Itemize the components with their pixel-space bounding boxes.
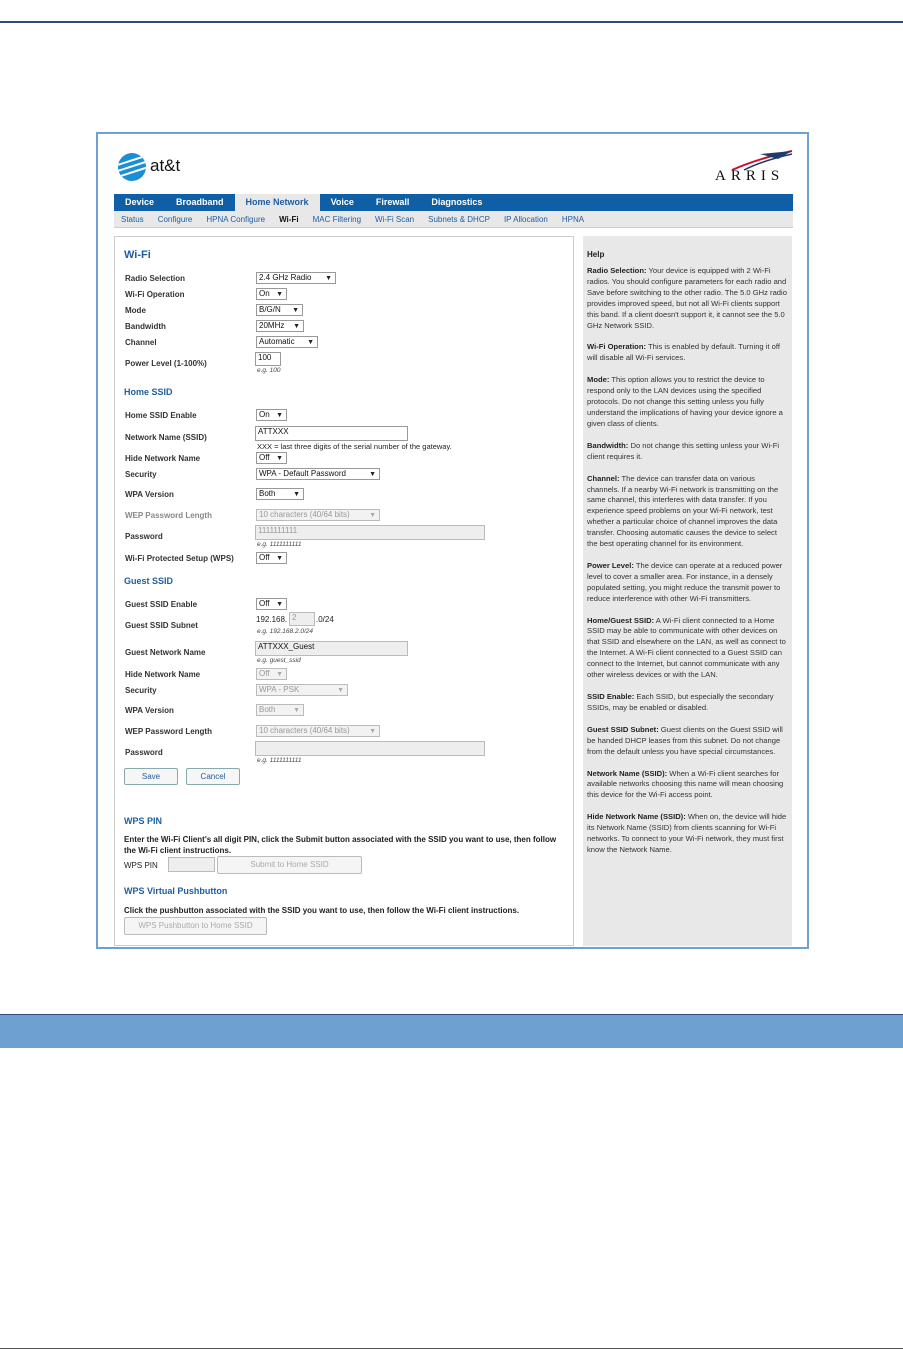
guest-network-name-label: Guest Network Name <box>125 648 206 657</box>
wps-pin-title: WPS PIN <box>124 816 163 826</box>
channel-label: Channel <box>125 338 157 347</box>
help-wifi-operation: Wi-Fi Operation: This is enabled by default. Turning it off will disable all Wi-Fi services. <box>587 342 780 363</box>
help-radio-selection: Radio Selection: Your device is equipped with 2 Wi-Fi radios. You should configure parameters for each radio and Save before switching to the other radio. The 5.0 GHz radio provides improved speed, but not all Wi-Fi clients support this band. If a client doesn't support it, it cannot see the 5.0 GHz Network SSID. <box>587 266 787 330</box>
sub-tab-hpna[interactable]: HPNA <box>561 215 585 224</box>
help-channel: Channel: The device can transfer data on various channels. If a nearby Wi-Fi network is transmitting on the same channel, this interferes with data transfer. If you experience speed problems on your Wi-Fi network, test whether a particular choice of channel improves the data transfer. Choosing automatic causes the device to select the best operating channel for its environment. <box>587 473 779 549</box>
wps-pin-instructions: Enter the Wi-Fi Client's all digit PIN, click the Submit button associated with the SSID you want to use, then follow the Wi-Fi client instructions. <box>124 835 557 855</box>
nav-tab-home-network[interactable]: Home Network <box>235 194 320 211</box>
chevron-down-icon: ▼ <box>276 671 283 678</box>
wep-password-length-label: WEP Password Length <box>125 511 212 520</box>
help-bandwidth: Bandwidth: Do not change this setting unless your Wi-Fi client requires it. <box>587 440 780 461</box>
help-network-name: Network Name (SSID): When a Wi-Fi client searches for available networks choosing this name will mean choosing this device for the Wi-Fi access point. <box>587 768 784 800</box>
chevron-down-icon: ▼ <box>325 275 332 282</box>
guest-subnet-input[interactable]: 2 <box>289 612 315 626</box>
radio-selection-select[interactable]: 2.4 GHz Radio ▼ <box>256 272 336 284</box>
sub-tab-subnets-dhcp[interactable]: Subnets & DHCP <box>428 215 490 224</box>
mode-label: Mode <box>125 306 146 315</box>
wps-select[interactable]: Off ▼ <box>256 552 287 564</box>
network-name-input[interactable]: ATTXXX <box>255 426 408 441</box>
wps-label: Wi-Fi Protected Setup (WPS) <box>125 554 234 563</box>
screenshot-frame <box>96 132 809 949</box>
nav-tab-firewall[interactable]: Firewall <box>375 197 410 207</box>
guest-wep-password-length-label: WEP Password Length <box>125 727 212 736</box>
guest-hide-network-name-label: Hide Network Name <box>125 670 201 679</box>
chevron-down-icon: ▼ <box>276 555 283 562</box>
sub-tab-configure[interactable]: Configure <box>157 215 193 224</box>
chevron-down-icon: ▼ <box>276 601 283 608</box>
wifi-operation-select[interactable]: On ▼ <box>256 288 287 300</box>
page-bottom-rule <box>0 1348 903 1349</box>
chevron-down-icon: ▼ <box>369 471 376 478</box>
wps-pushbutton-home-ssid-button[interactable]: WPS Pushbutton to Home SSID <box>124 917 267 935</box>
cancel-button[interactable]: Cancel <box>186 768 240 785</box>
hide-network-name-select[interactable]: Off ▼ <box>256 452 287 464</box>
chevron-down-icon: ▼ <box>293 491 300 498</box>
home-ssid-enable-select[interactable]: On ▼ <box>256 409 287 421</box>
chevron-down-icon: ▼ <box>276 455 283 462</box>
bandwidth-select[interactable]: 20MHz ▼ <box>256 320 304 332</box>
radio-selection-label: Radio Selection <box>125 274 186 283</box>
guest-security-select[interactable]: WPA - PSK ▼ <box>256 684 348 696</box>
chevron-down-icon: ▼ <box>307 339 314 346</box>
wifi-title: Wi-Fi <box>124 249 151 261</box>
wps-pin-label: WPS PIN <box>124 861 158 870</box>
help-guest-ssid-subnet: Guest SSID Subnet: Guest clients on the Guest SSID will be handed DHCP leases from this subnet. Do not change from the default unless you have special circumstances. <box>587 724 783 756</box>
att-logo-text: at&t <box>150 156 181 175</box>
main-nav <box>114 194 793 211</box>
power-level-input[interactable]: 100 <box>255 352 281 366</box>
hide-network-name-label: Hide Network Name <box>125 454 201 463</box>
sub-tab-ip-allocation[interactable]: IP Allocation <box>503 215 548 224</box>
sub-tab-hpna-configure[interactable]: HPNA Configure <box>206 215 266 224</box>
sub-tab-wifi[interactable]: Wi-Fi <box>279 215 299 224</box>
chevron-down-icon: ▼ <box>369 512 376 519</box>
guest-ssid-enable-select[interactable]: Off ▼ <box>256 598 287 610</box>
page-section-band <box>0 1014 903 1048</box>
guest-ssid-enable-label: Guest SSID Enable <box>125 600 198 609</box>
chevron-down-icon: ▼ <box>369 728 376 735</box>
help-power-level: Power Level: The device can operate at a reduced power level to cover a smaller area. For instance, in a densely populated setting, you might reduce the transmit power to reduce interference with other Wi-Fi transmitters. <box>587 560 783 603</box>
save-button[interactable]: Save <box>124 768 178 785</box>
help-panel <box>583 236 792 946</box>
guest-wpa-version-label: WPA Version <box>125 706 174 715</box>
chevron-down-icon: ▼ <box>293 323 300 330</box>
help-mode: Mode: This option allows you to restrict the device to respond only to the LAN devices using the specified protocols. Do not change this setting unless you fully understand the implications of having your device ignore a given class of clients. <box>587 375 783 428</box>
guest-subnet-hint: e.g. 192.168.2.0/24 <box>257 628 314 635</box>
sub-tab-mac-filtering[interactable]: MAC Filtering <box>312 215 362 224</box>
network-name-note: XXX = last three digits of the serial number of the gateway. <box>257 442 452 451</box>
guest-wep-password-length-select[interactable]: 10 characters (40/64 bits) ▼ <box>256 725 380 737</box>
guest-subnet-prefix: 192.168. <box>256 615 288 624</box>
guest-ssid-title: Guest SSID <box>124 576 174 586</box>
guest-subnet-suffix: .0/24 <box>316 615 334 624</box>
password-input[interactable]: 1111111111 <box>255 525 485 540</box>
submit-to-home-ssid-button[interactable]: Submit to Home SSID <box>217 856 362 874</box>
guest-network-name-hint: e.g. guest_ssid <box>257 657 301 664</box>
page-top-rule <box>0 21 903 23</box>
arris-logo-text: ARRIS <box>715 168 785 184</box>
chevron-down-icon: ▼ <box>293 707 300 714</box>
wep-password-length-select[interactable]: 10 characters (40/64 bits) ▼ <box>256 509 380 521</box>
power-level-label: Power Level (1-100%) <box>125 359 207 368</box>
power-level-hint: e.g. 100 <box>257 367 281 374</box>
chevron-down-icon: ▼ <box>337 687 344 694</box>
guest-password-input[interactable] <box>255 741 485 756</box>
chevron-down-icon: ▼ <box>276 412 283 419</box>
nav-tab-broadband[interactable]: Broadband <box>176 197 224 207</box>
security-label: Security <box>125 470 157 479</box>
wps-pushbutton-instructions: Click the pushbutton associated with the SSID you want to use, then follow the Wi-Fi client instructions. <box>124 906 520 915</box>
wifi-operation-label: Wi-Fi Operation <box>125 290 185 299</box>
network-name-label: Network Name (SSID) <box>125 433 207 442</box>
guest-subnet-label: Guest SSID Subnet <box>125 621 198 630</box>
password-label: Password <box>125 532 163 541</box>
guest-network-name-input[interactable]: ATTXXX_Guest <box>255 641 408 656</box>
security-select[interactable]: WPA - Default Password ▼ <box>256 468 380 480</box>
sub-tab-status[interactable]: Status <box>121 215 144 224</box>
settings-panel <box>114 236 574 946</box>
wps-virtual-pushbutton-title: WPS Virtual Pushbutton <box>124 886 228 896</box>
home-ssid-title: Home SSID <box>124 387 173 397</box>
nav-tab-device[interactable]: Device <box>125 197 155 207</box>
wpa-version-select[interactable]: Both ▼ <box>256 488 304 500</box>
wpa-version-label: WPA Version <box>125 490 174 499</box>
att-globe-icon <box>118 153 146 181</box>
guest-security-label: Security <box>125 686 157 695</box>
nav-tab-voice[interactable]: Voice <box>330 197 354 207</box>
sub-tab-wifi-scan[interactable]: Wi-Fi Scan <box>375 215 415 224</box>
channel-select[interactable]: Automatic ▼ <box>256 336 318 348</box>
nav-tab-diagnostics[interactable]: Diagnostics <box>431 197 483 207</box>
guest-wpa-version-select[interactable]: Both ▼ <box>256 704 304 716</box>
help-ssid-enable: SSID Enable: Each SSID, but especially the secondary SSIDs, may be enabled or disabled. <box>587 692 774 712</box>
wps-pin-input[interactable] <box>168 857 215 872</box>
home-ssid-enable-label: Home SSID Enable <box>125 411 197 420</box>
chevron-down-icon: ▼ <box>292 307 299 314</box>
bandwidth-label: Bandwidth <box>125 322 166 331</box>
chevron-down-icon: ▼ <box>276 291 283 298</box>
mode-select[interactable]: B/G/N ▼ <box>256 304 303 316</box>
guest-password-label: Password <box>125 748 163 757</box>
guest-password-hint: e.g. 1111111111 <box>257 757 302 764</box>
help-hide-network-name: Hide Network Name (SSID): When on, the device will hide its Network Name (SSID) from clients scanning for Wi-Fi networks. To connect to your Wi-Fi network, they must first know the Network Name. <box>587 812 787 854</box>
help-title: Help <box>587 250 605 259</box>
help-home-guest-ssid: Home/Guest SSID: A Wi-Fi client connected to a Home SSID may be able to communicate with other devices on that SSID and elsewhere on the LAN, as well as connect to the Internet. A Wi-Fi client connected to a Guest SSID can connect to the Internet, but cannot communicate with any other wireless devices or with the LAN. <box>587 615 786 680</box>
password-hint: e.g. 1111111111 <box>257 541 302 548</box>
sub-nav <box>114 211 793 228</box>
guest-hide-network-name-select[interactable]: Off ▼ <box>256 668 287 680</box>
